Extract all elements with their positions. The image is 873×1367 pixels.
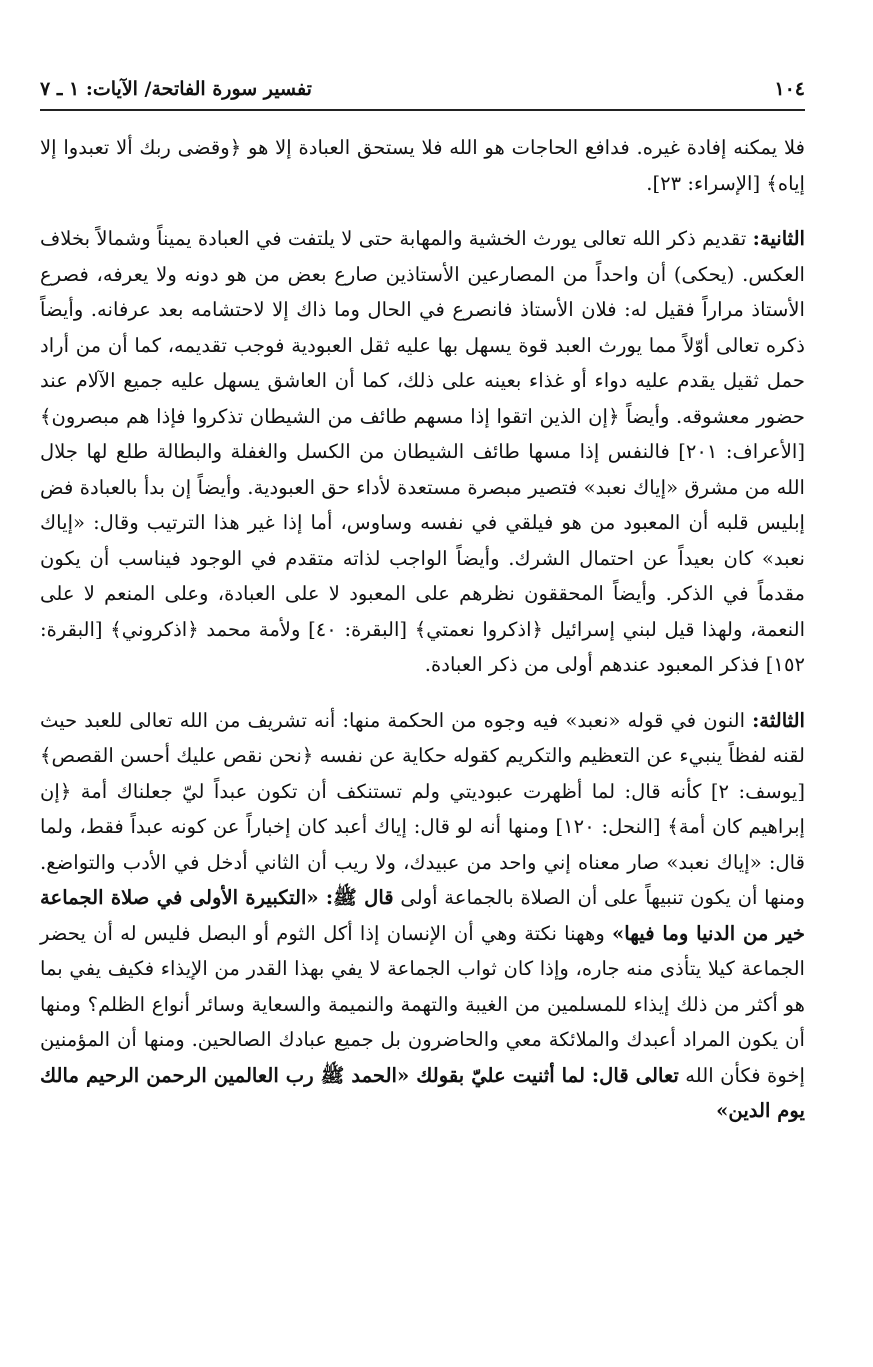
closing-quote: تعالى قال: لما أثنيت عليّ بقولك «الحمد ﷺ رب العالمين الرحمن الرحيم مالك يوم الدين»: [40, 1063, 805, 1122]
page-body: [40, 130, 805, 1129]
page-number: ١٠٤: [774, 78, 805, 100]
page-header: [40, 70, 805, 108]
running-title: تفسير سورة الفاتحة/ الآيات: ١ ـ ٧: [40, 78, 312, 100]
header-divider: [40, 109, 805, 111]
paragraph-text-continued: وههنا نكتة وهي أن الإنسان إذا أكل الثوم أو البصل فليس له أن يحضر الجماعة كيلا يتأذى منه جاره، وإذا كان ثواب الجماعة لا يفي بهذا القدر من الإيذاء فكيف يفي بما هو أكثر من ذلك إيذاء للمسلمين من الغيبة والتهمة والنميمة والسعاية وسائر أنواع الظلم؟ ومنها أن يكون المراد أعبدك والملائكة معي والحاضرون بل جميع عبادك الصالحين. ومنها أن المؤمنين إخوة فكأن الله: [40, 921, 805, 1087]
paragraph-third: [40, 703, 805, 1129]
paragraph-lead: الثانية:: [752, 227, 805, 250]
paragraph-text: النون في قوله «نعبد» فيه وجوه من الحكمة منها: أنه تشريف من الله تعالى للعبد حيث لقنه لفظاً ينبيء عن التعظيم والتكريم كقوله حكاية عن نفسه ﴿نحن نقص عليك أحسن القصص﴾ [يوسف: ٢] كأنه قال: لما أظهرت عبوديتي ولم تستنكف أن تكون عبداً ليّ جعلناك أمة ﴿إن إبراهيم كان أمة﴾ [النحل: ١٢٠] ومنها أنه لو قال: إياك أعبد كان إخباراً عن كونه عبداً فقط، ولما قال: «إياك نعبد» صار معناه إني واحد من عبيدك، ولا ريب أن الثاني أدخل في الأدب والتواضع. ومنها أن يكون تنبيهاً على أن الصلاة بالجماعة أولى: [40, 708, 805, 909]
paragraph-lead: الثالثة:: [752, 708, 805, 732]
paragraph-text: فلا يمكنه إفادة غيره. فدافع الحاجات هو الله فلا يستحق العبادة إلا هو ﴿وقضى ربك ألا تعبدوا إلا إياه﴾ [الإسراء: ٢٣].: [40, 136, 805, 195]
paragraph-text: تقديم ذكر الله تعالى يورث الخشية والمهابة حتى لا يلتفت في العبادة يميناً وشمالاً بخلاف العكس. (يحكى) أن واحداً من المصارعين الأستاذين صارع بعض من هو دونه ولا يعرفه، فصرع الأستاذ مراراً فقيل له: فلان الأستاذ فانصرع في الحال وما ذاك إلا لاحتشامه بعد عرفانه. وأيضاً ذكره تعالى أوّلاً مما يورث العبد قوة يسهل بها عليه ثقل العبودية فوجب تقديمه، كما أن من أراد حمل ثقيل يقدم عليه دواء أو غذاء بعينه على ذلك، كما أن العاشق يسهل عليه جميع الآلام عند حضور معشوقه. وأيضاً ﴿إن الذين اتقوا إذا مسهم طائف من الشيطان تذكروا فإذا هم مبصرون﴾ [الأعراف: ٢٠١] فالنفس إذا مسها طائف الشيطان من الكسل والغفلة والبطالة طلع لها جلال الله من مشرق «إياك نعبد» فتصير مبصرة مستعدة لأداء حق العبودية. وأيضاً إن بدأ بالعبادة فض إبليس قلبه أن المعبود من هو فيلقي في نفسه وساوس، أما إذا غير هذا الترتيب وقال: «إياك نعبد» كان بعيداً عن احتمال الشرك. وأيضاً الواجب لذاته متقدم في الوجود فيناسب أن يكون مقدماً في الذكر. وأيضاً المحققون نظرهم على المعبود لا على العبادة، وعلى المنعم لا على النعمة، ولهذا قيل لبني إسرائيل ﴿اذكروا نعمتي﴾ [البقرة: ٤٠] ولأمة محمد ﴿اذكروني﴾ [البقرة: ١٥٢] فذكر المعبود عندهم أولى من ذكر العبادة.: [40, 227, 806, 676]
paragraph-intro: [40, 130, 805, 201]
hadith-quote: قال ﷺ: «التكبيرة الأولى في صلاة الجماعة خير من الدنيا وما فيها»: [40, 886, 805, 945]
paragraph-second: [40, 221, 805, 683]
